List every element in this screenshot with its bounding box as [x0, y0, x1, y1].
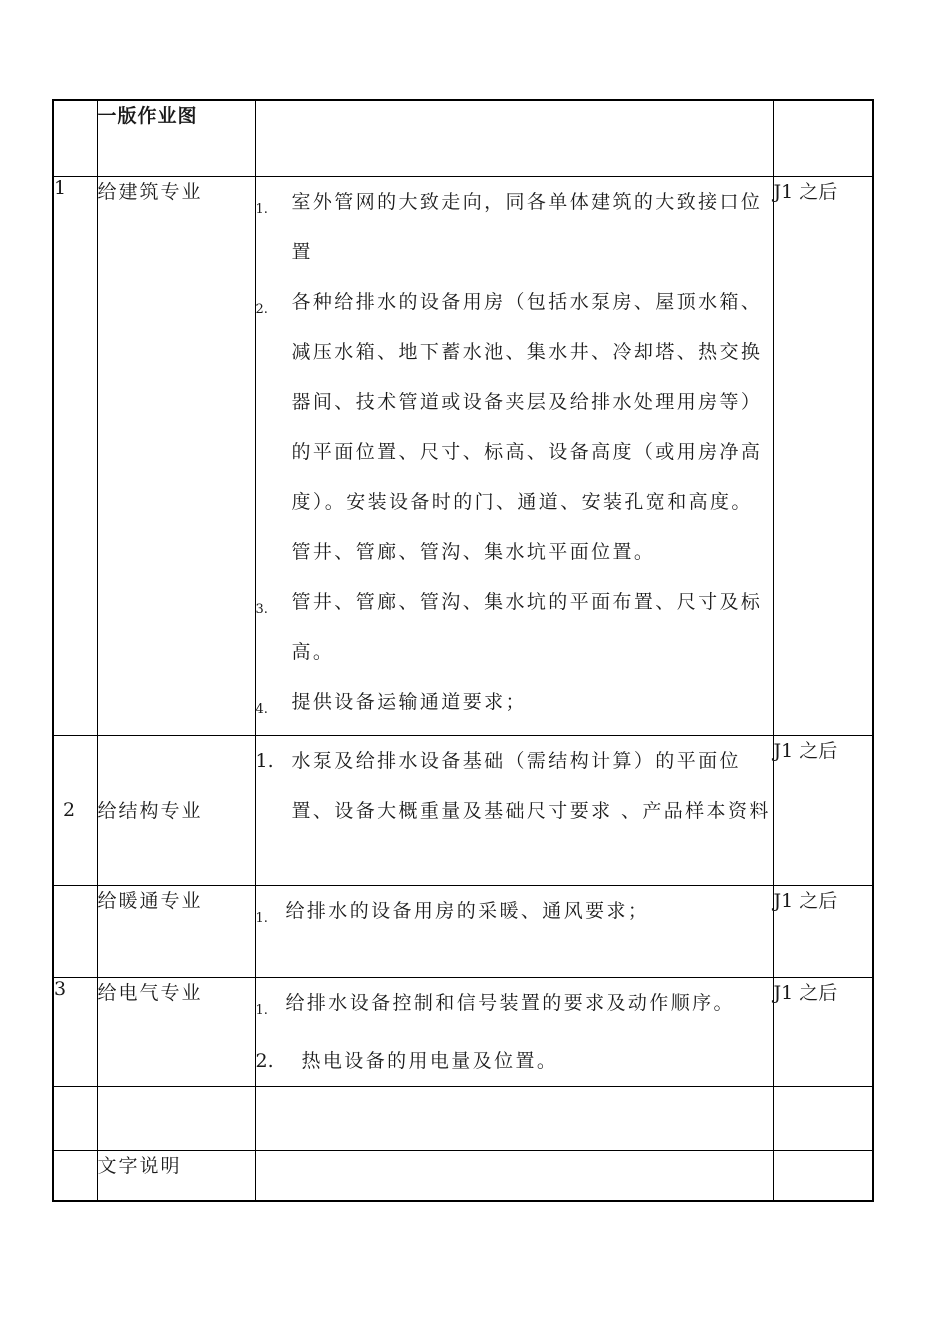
item-text: 提供设备运输通道要求；: [291, 690, 527, 713]
requirement-list: [255, 735, 773, 885]
list-item: [256, 677, 773, 735]
item-marker: 1.: [255, 910, 268, 926]
item-text: 室外管网的大致走向，同各单体建筑的大致接口位置: [291, 190, 763, 263]
header-row: [53, 100, 873, 176]
table-row-hvac: [53, 885, 873, 977]
list-item: [256, 577, 773, 677]
requirement-list: [255, 176, 773, 735]
cell-empty: [53, 1150, 97, 1201]
cell-empty: [255, 1086, 773, 1150]
item-marker: 1.: [255, 749, 274, 772]
table-row-notes: [53, 1150, 873, 1201]
table-row-structure: [53, 735, 873, 885]
row-number: [53, 885, 97, 977]
table-row-architecture: [53, 176, 873, 735]
list-item: [256, 277, 773, 577]
list-item: [256, 736, 773, 836]
table-row-electrical: [53, 977, 873, 1086]
timing-label: J1 之后: [773, 735, 873, 885]
list-item: [256, 978, 773, 1036]
discipline-label: 给结构专业: [97, 735, 255, 885]
item-text: 水泵及给排水设备基础（需结构计算）的平面位置、设备大概重量及基础尺寸要求 、产品样本资料: [291, 749, 771, 822]
item-marker: 1.: [255, 1002, 268, 1018]
item-marker: 4.: [255, 701, 268, 717]
cell-empty: [773, 1150, 873, 1201]
item-text: 热电设备的用电量及位置。: [301, 1049, 559, 1072]
table-row-blank: [53, 1086, 873, 1150]
list-item: [256, 886, 773, 944]
item-marker: 2.: [255, 301, 268, 317]
list-item: [256, 177, 773, 277]
item-text: 各种给排水的设备用房（包括水泵房、屋顶水箱、减压水箱、地下蓄水池、集水井、冷却塔、热交换器间、技术管道或设备夹层及给排水处理用房等）的平面位置、尺寸、标高、设备高度（或用房净高度）。安装设备时的门、通道、安装孔宽和高度。管井、管廊、管沟、集水坑平面位置。: [291, 290, 763, 563]
work-table: [52, 99, 874, 1202]
cell-empty: [53, 100, 97, 176]
notes-label: 文字说明: [97, 1150, 255, 1201]
cell-empty: [53, 1086, 97, 1150]
cell-empty: [97, 1086, 255, 1150]
row-number: 3: [53, 977, 97, 1086]
timing-label: J1 之后: [773, 977, 873, 1086]
requirement-list: [255, 885, 773, 977]
row-number: 1: [53, 176, 97, 735]
item-text: 给排水的设备用房的采暖、通风要求；: [285, 899, 650, 922]
item-marker: 2.: [255, 1049, 274, 1072]
table-title: 一版作业图: [97, 100, 255, 176]
discipline-label: 给建筑专业: [97, 176, 255, 735]
cell-empty: [773, 100, 873, 176]
timing-label: J1 之后: [773, 176, 873, 735]
item-marker: 1.: [255, 201, 268, 217]
discipline-label: 给暖通专业: [97, 885, 255, 977]
item-text: 给排水设备控制和信号装置的要求及动作顺序。: [285, 991, 735, 1014]
timing-label: J1 之后: [773, 885, 873, 977]
item-text: 管井、管廊、管沟、集水坑的平面布置、尺寸及标高。: [291, 590, 763, 663]
row-number: 2: [53, 735, 97, 885]
cell-empty: [255, 1150, 773, 1201]
discipline-label: 给电气专业: [97, 977, 255, 1086]
cell-empty: [773, 1086, 873, 1150]
item-marker: 3.: [255, 601, 268, 617]
list-item: [256, 1036, 773, 1086]
requirement-list: [255, 977, 773, 1086]
cell-empty: [255, 100, 773, 176]
